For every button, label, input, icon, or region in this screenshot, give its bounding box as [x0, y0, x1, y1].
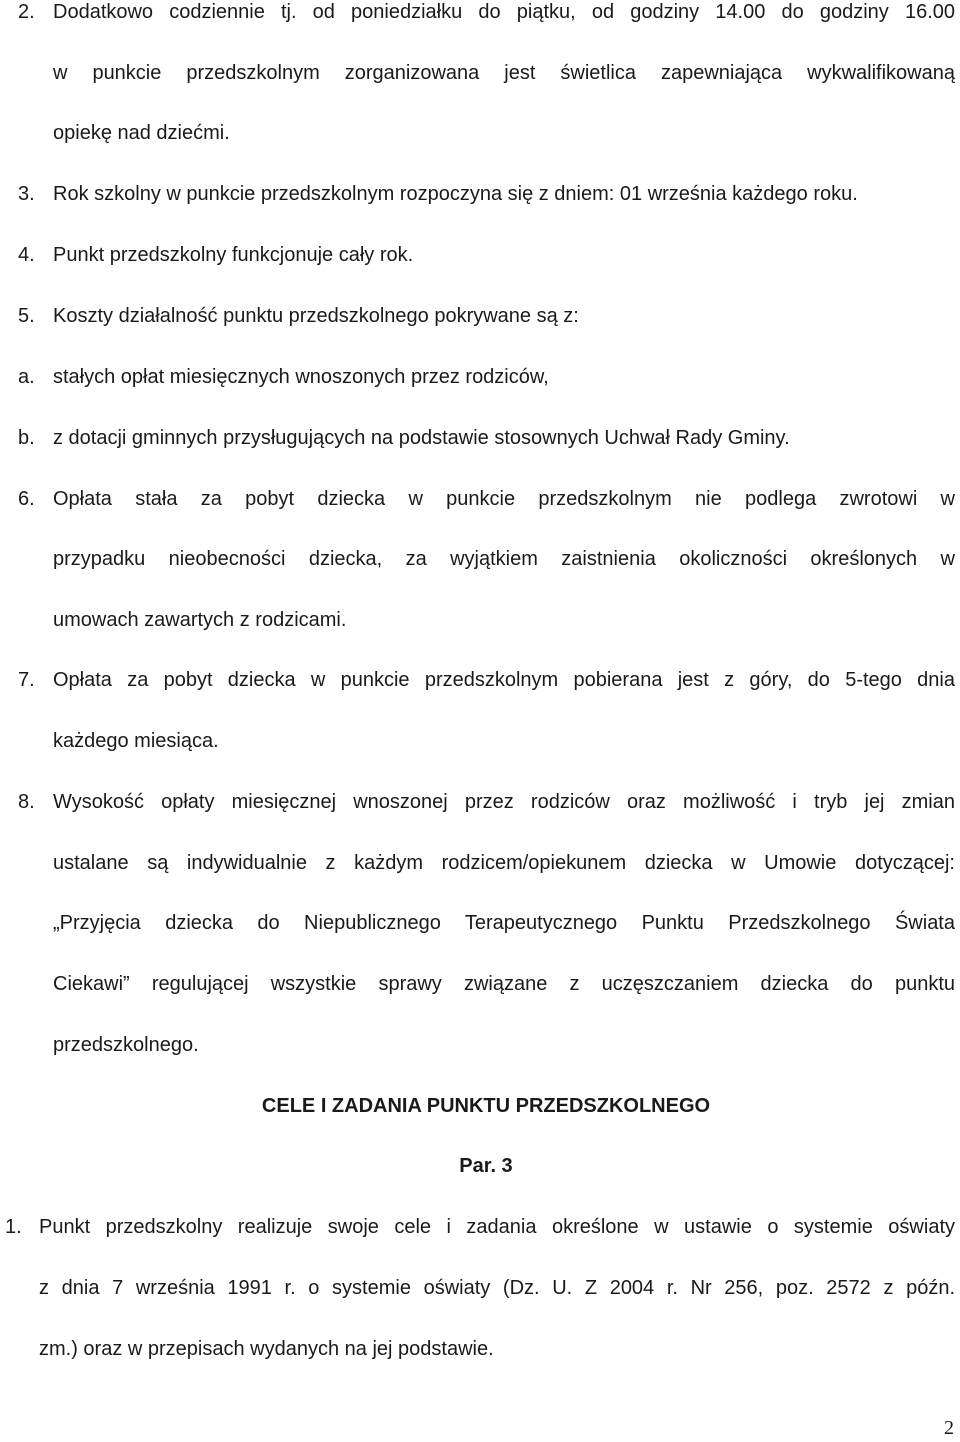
list-item: [0, 242, 960, 268]
item-number: 5.: [18, 305, 35, 327]
item-text: przedszkolnego.: [53, 1034, 199, 1056]
item-number: 6.: [18, 488, 35, 510]
item-text-line: [0, 1032, 960, 1058]
item-text-line: [0, 607, 960, 633]
list-item: [0, 303, 960, 329]
item-text-line: [0, 728, 960, 754]
sub-list-item: [0, 425, 960, 451]
item-text-line: [0, 120, 960, 146]
item-text: z dnia 7 września 1991 r. o systemie oświaty (Dz. U. Z 2004 r. Nr 256, poz. 2572 z późn.: [39, 1277, 955, 1299]
item-text-line: [0, 546, 960, 572]
list-item: [0, 0, 960, 25]
item-text: w punkcie przedszkolnym zorganizowana jest świetlica zapewniająca wykwalifikowaną: [53, 62, 955, 84]
item-text: każdego miesiąca.: [53, 730, 219, 752]
item-text: ustalane są indywidualnie z każdym rodzicem/opiekunem dziecka w Umowie dotyczącej:: [53, 852, 955, 874]
item-text: Punkt przedszkolny realizuje swoje cele i zadania określone w ustawie o systemie oświaty: [39, 1216, 955, 1238]
item-text: przypadku nieobecności dziecka, za wyjątkiem zaistnienia okoliczności określonych w: [53, 548, 955, 570]
item-text: Wysokość opłaty miesięcznej wnoszonej przez rodziców oraz możliwość i tryb jej zmian: [53, 791, 955, 813]
list-item: [0, 667, 960, 693]
sub-list-item: [0, 364, 960, 390]
item-text-line: [0, 850, 960, 876]
item-text: Opłata za pobyt dziecka w punkcie przedszkolnym pobierana jest z góry, do 5-tego dnia: [53, 669, 955, 691]
sub-item-letter: b.: [18, 427, 35, 449]
list-item: [0, 486, 960, 512]
sub-item-letter: a.: [18, 366, 35, 388]
section-title: CELE I ZADANIA PUNKTU PRZEDSZKOLNEGO: [261, 1095, 711, 1117]
item-number: 2.: [18, 1, 35, 23]
item-text-line: [0, 1275, 960, 1301]
item-text-line: [0, 971, 960, 997]
item-text-line: [0, 1336, 960, 1362]
item-text: Rok szkolny w punkcie przedszkolnym rozpoczyna się z dniem: 01 września każdego roku.: [53, 183, 858, 205]
item-text: „Przyjęcia dziecka do Niepublicznego Terapeutycznego Punktu Przedszkolnego Świata: [53, 912, 955, 934]
item-number: 4.: [18, 244, 35, 266]
item-text: Ciekawi” regulującej wszystkie sprawy związane z uczęszczaniem dziecka do punktu: [53, 973, 955, 995]
item-number: 7.: [18, 669, 35, 691]
item-number: 1.: [5, 1216, 22, 1238]
item-text-line: [0, 60, 960, 86]
item-text: Dodatkowo codziennie tj. od poniedziałku do piątku, od godziny 14.00 do godziny 16.00: [53, 1, 955, 23]
item-text: opiekę nad dziećmi.: [53, 122, 230, 144]
list-item: [0, 789, 960, 815]
paragraph-heading: Par. 3: [459, 1155, 513, 1177]
item-text: Koszty działalność punktu przedszkolnego pokrywane są z:: [53, 305, 579, 327]
item-text: umowach zawartych z rodzicami.: [53, 609, 347, 631]
item-number: 3.: [18, 183, 35, 205]
list-item: [0, 181, 960, 207]
item-text: Punkt przedszkolny funkcjonuje cały rok.: [53, 244, 414, 266]
item-text: stałych opłat miesięcznych wnoszonych przez rodziców,: [53, 366, 549, 388]
item-text: z dotacji gminnych przysługujących na podstawie stosownych Uchwał Rady Gminy.: [53, 427, 790, 449]
page-number: 2: [944, 1417, 954, 1439]
item-text-line: [0, 910, 960, 936]
item-text: zm.) oraz w przepisach wydanych na jej podstawie.: [39, 1338, 494, 1360]
list-item: [0, 1214, 960, 1240]
item-text: Opłata stała za pobyt dziecka w punkcie przedszkolnym nie podlega zwrotowi w: [53, 488, 955, 510]
item-number: 8.: [18, 791, 35, 813]
